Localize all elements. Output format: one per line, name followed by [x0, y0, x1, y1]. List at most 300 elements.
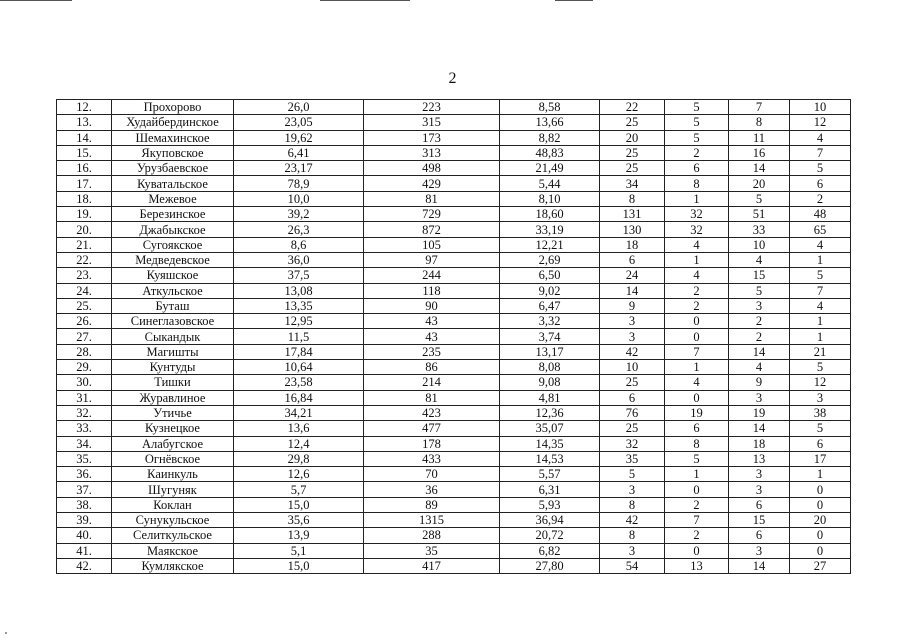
lake-name-cell: Шугуняк	[112, 482, 234, 497]
area-cell: 23,58	[234, 375, 364, 390]
value-f-cell: 2	[790, 191, 851, 206]
value-e-cell: 6	[729, 528, 790, 543]
value-d-cell: 0	[665, 390, 729, 405]
value-e-cell: 16	[729, 145, 790, 160]
value-d-cell: 0	[665, 314, 729, 329]
value-a-cell: 178	[364, 436, 500, 451]
scan-speck	[5, 632, 7, 634]
value-a-cell: 288	[364, 528, 500, 543]
value-f-cell: 5	[790, 268, 851, 283]
table-row	[57, 467, 851, 482]
area-cell: 13,35	[234, 298, 364, 313]
value-d-cell: 5	[665, 115, 729, 130]
value-a-cell: 105	[364, 237, 500, 252]
value-c-cell: 6	[600, 252, 665, 267]
value-e-cell: 4	[729, 252, 790, 267]
value-a-cell: 429	[364, 176, 500, 191]
area-cell: 26,0	[234, 100, 364, 115]
value-d-cell: 13	[665, 558, 729, 573]
value-d-cell: 1	[665, 252, 729, 267]
value-b-cell: 13,66	[500, 115, 600, 130]
value-c-cell: 9	[600, 298, 665, 313]
area-cell: 34,21	[234, 405, 364, 420]
value-f-cell: 4	[790, 298, 851, 313]
lake-name-cell: Кузнецкое	[112, 421, 234, 436]
value-e-cell: 19	[729, 405, 790, 420]
area-cell: 12,4	[234, 436, 364, 451]
value-b-cell: 20,72	[500, 528, 600, 543]
value-b-cell: 21,49	[500, 161, 600, 176]
value-e-cell: 6	[729, 497, 790, 512]
value-a-cell: 90	[364, 298, 500, 313]
value-f-cell: 5	[790, 421, 851, 436]
value-b-cell: 5,93	[500, 497, 600, 512]
row-number-cell: 21.	[57, 237, 112, 252]
table-row	[57, 100, 851, 115]
value-f-cell: 1	[790, 252, 851, 267]
value-f-cell: 20	[790, 513, 851, 528]
table-row	[57, 130, 851, 145]
value-c-cell: 35	[600, 451, 665, 466]
lakes-table	[56, 99, 851, 574]
area-cell: 78,9	[234, 176, 364, 191]
value-c-cell: 54	[600, 558, 665, 573]
value-c-cell: 25	[600, 161, 665, 176]
value-c-cell: 25	[600, 115, 665, 130]
row-number-cell: 36.	[57, 467, 112, 482]
scan-edge-line	[555, 0, 593, 1]
value-f-cell: 27	[790, 558, 851, 573]
row-number-cell: 37.	[57, 482, 112, 497]
scan-edge-line	[0, 0, 72, 1]
table-row	[57, 115, 851, 130]
value-b-cell: 8,10	[500, 191, 600, 206]
lake-name-cell: Шемахинское	[112, 130, 234, 145]
value-f-cell: 0	[790, 482, 851, 497]
value-c-cell: 5	[600, 467, 665, 482]
row-number-cell: 41.	[57, 543, 112, 558]
value-a-cell: 244	[364, 268, 500, 283]
value-c-cell: 18	[600, 237, 665, 252]
lake-name-cell: Аткульское	[112, 283, 234, 298]
value-a-cell: 89	[364, 497, 500, 512]
lake-name-cell: Кунтуды	[112, 360, 234, 375]
area-cell: 5,7	[234, 482, 364, 497]
row-number-cell: 18.	[57, 191, 112, 206]
value-f-cell: 0	[790, 528, 851, 543]
value-f-cell: 5	[790, 360, 851, 375]
value-b-cell: 13,17	[500, 344, 600, 359]
value-b-cell: 9,08	[500, 375, 600, 390]
value-d-cell: 4	[665, 237, 729, 252]
row-number-cell: 29.	[57, 360, 112, 375]
value-c-cell: 76	[600, 405, 665, 420]
area-cell: 8,6	[234, 237, 364, 252]
row-number-cell: 19.	[57, 207, 112, 222]
value-c-cell: 25	[600, 145, 665, 160]
value-d-cell: 2	[665, 298, 729, 313]
area-cell: 6,41	[234, 145, 364, 160]
value-d-cell: 2	[665, 145, 729, 160]
table-row	[57, 375, 851, 390]
row-number-cell: 24.	[57, 283, 112, 298]
table-row	[57, 314, 851, 329]
table-row	[57, 528, 851, 543]
value-b-cell: 2,69	[500, 252, 600, 267]
value-b-cell: 27,80	[500, 558, 600, 573]
value-d-cell: 4	[665, 375, 729, 390]
value-d-cell: 8	[665, 176, 729, 191]
row-number-cell: 23.	[57, 268, 112, 283]
value-f-cell: 4	[790, 237, 851, 252]
value-c-cell: 8	[600, 528, 665, 543]
table-row	[57, 298, 851, 313]
lake-name-cell: Каинкуль	[112, 467, 234, 482]
area-cell: 36,0	[234, 252, 364, 267]
lake-name-cell: Алабугское	[112, 436, 234, 451]
row-number-cell: 30.	[57, 375, 112, 390]
table-row	[57, 451, 851, 466]
value-e-cell: 2	[729, 314, 790, 329]
value-e-cell: 20	[729, 176, 790, 191]
value-a-cell: 36	[364, 482, 500, 497]
value-e-cell: 11	[729, 130, 790, 145]
value-a-cell: 477	[364, 421, 500, 436]
lake-name-cell: Сугоякское	[112, 237, 234, 252]
row-number-cell: 12.	[57, 100, 112, 115]
value-b-cell: 12,36	[500, 405, 600, 420]
area-cell: 23,17	[234, 161, 364, 176]
value-c-cell: 3	[600, 314, 665, 329]
value-d-cell: 6	[665, 161, 729, 176]
value-d-cell: 6	[665, 421, 729, 436]
row-number-cell: 25.	[57, 298, 112, 313]
value-a-cell: 872	[364, 222, 500, 237]
value-b-cell: 3,74	[500, 329, 600, 344]
table-row	[57, 252, 851, 267]
table-row	[57, 222, 851, 237]
row-number-cell: 20.	[57, 222, 112, 237]
table-row	[57, 237, 851, 252]
value-e-cell: 3	[729, 543, 790, 558]
row-number-cell: 16.	[57, 161, 112, 176]
value-d-cell: 0	[665, 543, 729, 558]
value-e-cell: 15	[729, 268, 790, 283]
table-row	[57, 421, 851, 436]
value-f-cell: 4	[790, 130, 851, 145]
value-b-cell: 33,19	[500, 222, 600, 237]
value-d-cell: 2	[665, 528, 729, 543]
row-number-cell: 17.	[57, 176, 112, 191]
value-c-cell: 3	[600, 482, 665, 497]
value-a-cell: 729	[364, 207, 500, 222]
value-c-cell: 20	[600, 130, 665, 145]
value-e-cell: 10	[729, 237, 790, 252]
value-d-cell: 1	[665, 191, 729, 206]
value-f-cell: 6	[790, 176, 851, 191]
value-d-cell: 5	[665, 100, 729, 115]
table-row	[57, 283, 851, 298]
value-a-cell: 86	[364, 360, 500, 375]
lake-name-cell: Синеглазовское	[112, 314, 234, 329]
lake-name-cell: Джабыкское	[112, 222, 234, 237]
area-cell: 13,6	[234, 421, 364, 436]
value-a-cell: 235	[364, 344, 500, 359]
row-number-cell: 39.	[57, 513, 112, 528]
value-b-cell: 4,81	[500, 390, 600, 405]
lake-name-cell: Сунукульское	[112, 513, 234, 528]
value-e-cell: 3	[729, 298, 790, 313]
area-cell: 26,3	[234, 222, 364, 237]
lake-name-cell: Прохорово	[112, 100, 234, 115]
value-e-cell: 14	[729, 344, 790, 359]
row-number-cell: 22.	[57, 252, 112, 267]
value-e-cell: 9	[729, 375, 790, 390]
value-b-cell: 9,02	[500, 283, 600, 298]
value-a-cell: 43	[364, 329, 500, 344]
value-a-cell: 417	[364, 558, 500, 573]
area-cell: 5,1	[234, 543, 364, 558]
value-b-cell: 5,44	[500, 176, 600, 191]
value-e-cell: 14	[729, 421, 790, 436]
lake-name-cell: Медведевское	[112, 252, 234, 267]
area-cell: 12,95	[234, 314, 364, 329]
value-c-cell: 131	[600, 207, 665, 222]
value-e-cell: 8	[729, 115, 790, 130]
table-row	[57, 145, 851, 160]
lake-name-cell: Березинское	[112, 207, 234, 222]
row-number-cell: 15.	[57, 145, 112, 160]
value-b-cell: 14,35	[500, 436, 600, 451]
value-c-cell: 34	[600, 176, 665, 191]
value-b-cell: 5,57	[500, 467, 600, 482]
area-cell: 10,64	[234, 360, 364, 375]
value-d-cell: 2	[665, 283, 729, 298]
row-number-cell: 34.	[57, 436, 112, 451]
area-cell: 13,9	[234, 528, 364, 543]
value-a-cell: 97	[364, 252, 500, 267]
value-f-cell: 1	[790, 314, 851, 329]
lake-name-cell: Куяшское	[112, 268, 234, 283]
area-cell: 15,0	[234, 497, 364, 512]
value-a-cell: 214	[364, 375, 500, 390]
area-cell: 39,2	[234, 207, 364, 222]
value-e-cell: 51	[729, 207, 790, 222]
value-d-cell: 0	[665, 482, 729, 497]
value-d-cell: 32	[665, 222, 729, 237]
value-f-cell: 17	[790, 451, 851, 466]
value-c-cell: 3	[600, 543, 665, 558]
value-b-cell: 8,58	[500, 100, 600, 115]
value-c-cell: 24	[600, 268, 665, 283]
value-b-cell: 6,50	[500, 268, 600, 283]
value-e-cell: 33	[729, 222, 790, 237]
value-d-cell: 7	[665, 513, 729, 528]
row-number-cell: 14.	[57, 130, 112, 145]
area-cell: 13,08	[234, 283, 364, 298]
value-c-cell: 8	[600, 497, 665, 512]
value-e-cell: 3	[729, 482, 790, 497]
table-row	[57, 390, 851, 405]
value-d-cell: 19	[665, 405, 729, 420]
value-b-cell: 36,94	[500, 513, 600, 528]
lake-name-cell: Журавлиное	[112, 390, 234, 405]
value-b-cell: 3,32	[500, 314, 600, 329]
value-c-cell: 8	[600, 191, 665, 206]
value-f-cell: 6	[790, 436, 851, 451]
value-a-cell: 315	[364, 115, 500, 130]
page-number: 2	[448, 70, 457, 87]
lake-name-cell: Межевое	[112, 191, 234, 206]
row-number-cell: 40.	[57, 528, 112, 543]
lake-name-cell: Селиткульское	[112, 528, 234, 543]
value-c-cell: 42	[600, 344, 665, 359]
value-d-cell: 2	[665, 497, 729, 512]
value-c-cell: 10	[600, 360, 665, 375]
value-d-cell: 5	[665, 451, 729, 466]
table-row	[57, 513, 851, 528]
lake-name-cell: Маякское	[112, 543, 234, 558]
value-f-cell: 48	[790, 207, 851, 222]
value-b-cell: 6,47	[500, 298, 600, 313]
area-cell: 29,8	[234, 451, 364, 466]
value-a-cell: 118	[364, 283, 500, 298]
value-b-cell: 48,83	[500, 145, 600, 160]
table-row	[57, 344, 851, 359]
value-f-cell: 0	[790, 543, 851, 558]
area-cell: 19,62	[234, 130, 364, 145]
area-cell: 35,6	[234, 513, 364, 528]
table-row	[57, 405, 851, 420]
table-row	[57, 207, 851, 222]
row-number-cell: 32.	[57, 405, 112, 420]
value-c-cell: 32	[600, 436, 665, 451]
row-number-cell: 26.	[57, 314, 112, 329]
value-b-cell: 8,82	[500, 130, 600, 145]
value-b-cell: 6,31	[500, 482, 600, 497]
area-cell: 10,0	[234, 191, 364, 206]
value-a-cell: 43	[364, 314, 500, 329]
value-b-cell: 8,08	[500, 360, 600, 375]
value-a-cell: 1315	[364, 513, 500, 528]
value-a-cell: 35	[364, 543, 500, 558]
value-a-cell: 433	[364, 451, 500, 466]
lake-name-cell: Сыкандык	[112, 329, 234, 344]
value-f-cell: 12	[790, 375, 851, 390]
value-f-cell: 1	[790, 329, 851, 344]
value-e-cell: 15	[729, 513, 790, 528]
value-a-cell: 423	[364, 405, 500, 420]
lake-name-cell: Огнёвское	[112, 451, 234, 466]
lake-name-cell: Кумлякское	[112, 558, 234, 573]
lake-name-cell: Урузбаевское	[112, 161, 234, 176]
value-f-cell: 0	[790, 497, 851, 512]
value-b-cell: 14,53	[500, 451, 600, 466]
value-c-cell: 42	[600, 513, 665, 528]
value-c-cell: 14	[600, 283, 665, 298]
value-c-cell: 22	[600, 100, 665, 115]
table-row	[57, 176, 851, 191]
value-f-cell: 5	[790, 161, 851, 176]
lake-name-cell: Утичье	[112, 405, 234, 420]
area-cell: 11,5	[234, 329, 364, 344]
value-c-cell: 3	[600, 329, 665, 344]
table-row	[57, 161, 851, 176]
value-d-cell: 1	[665, 360, 729, 375]
value-e-cell: 5	[729, 191, 790, 206]
row-number-cell: 42.	[57, 558, 112, 573]
area-cell: 16,84	[234, 390, 364, 405]
value-e-cell: 7	[729, 100, 790, 115]
value-e-cell: 5	[729, 283, 790, 298]
value-f-cell: 38	[790, 405, 851, 420]
lake-name-cell: Худайбердинское	[112, 115, 234, 130]
area-cell: 15,0	[234, 558, 364, 573]
table-row	[57, 497, 851, 512]
lake-name-cell: Магишты	[112, 344, 234, 359]
value-d-cell: 7	[665, 344, 729, 359]
value-f-cell: 65	[790, 222, 851, 237]
row-number-cell: 35.	[57, 451, 112, 466]
row-number-cell: 31.	[57, 390, 112, 405]
row-number-cell: 38.	[57, 497, 112, 512]
value-a-cell: 70	[364, 467, 500, 482]
value-f-cell: 7	[790, 145, 851, 160]
area-cell: 37,5	[234, 268, 364, 283]
lake-name-cell: Тишки	[112, 375, 234, 390]
row-number-cell: 13.	[57, 115, 112, 130]
table-row	[57, 482, 851, 497]
lake-name-cell: Буташ	[112, 298, 234, 313]
value-d-cell: 8	[665, 436, 729, 451]
value-f-cell: 10	[790, 100, 851, 115]
table-row	[57, 558, 851, 573]
value-b-cell: 35,07	[500, 421, 600, 436]
value-b-cell: 12,21	[500, 237, 600, 252]
table-body	[57, 100, 851, 574]
value-f-cell: 12	[790, 115, 851, 130]
area-cell: 23,05	[234, 115, 364, 130]
value-e-cell: 13	[729, 451, 790, 466]
value-c-cell: 6	[600, 390, 665, 405]
row-number-cell: 27.	[57, 329, 112, 344]
value-b-cell: 18,60	[500, 207, 600, 222]
value-f-cell: 1	[790, 467, 851, 482]
value-c-cell: 25	[600, 375, 665, 390]
value-d-cell: 32	[665, 207, 729, 222]
row-number-cell: 28.	[57, 344, 112, 359]
value-d-cell: 0	[665, 329, 729, 344]
value-e-cell: 14	[729, 558, 790, 573]
table-row	[57, 436, 851, 451]
value-b-cell: 6,82	[500, 543, 600, 558]
value-e-cell: 3	[729, 467, 790, 482]
value-a-cell: 173	[364, 130, 500, 145]
value-a-cell: 223	[364, 100, 500, 115]
value-f-cell: 21	[790, 344, 851, 359]
value-c-cell: 130	[600, 222, 665, 237]
value-e-cell: 4	[729, 360, 790, 375]
table-row	[57, 543, 851, 558]
value-d-cell: 4	[665, 268, 729, 283]
value-a-cell: 498	[364, 161, 500, 176]
table-row	[57, 268, 851, 283]
value-f-cell: 7	[790, 283, 851, 298]
row-number-cell: 33.	[57, 421, 112, 436]
value-e-cell: 14	[729, 161, 790, 176]
value-f-cell: 3	[790, 390, 851, 405]
table-row	[57, 329, 851, 344]
